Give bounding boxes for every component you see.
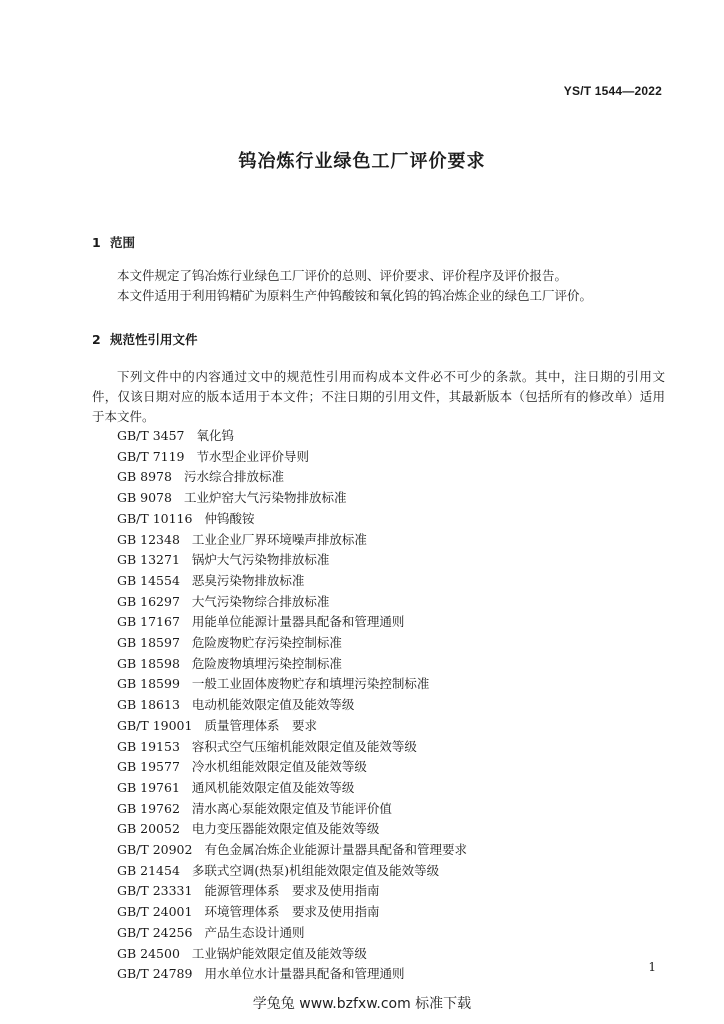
reference-item [117, 861, 467, 882]
section-2-body [92, 367, 665, 427]
reference-item [117, 737, 467, 758]
reference-title: 恶臭污染物排放标准 [191, 572, 305, 588]
reference-code: GB 21454 [117, 862, 180, 878]
reference-item [117, 923, 467, 944]
reference-title: 电动机能效限定值及能效等级 [191, 697, 355, 713]
reference-code: GB/T 7119 [117, 448, 185, 464]
reference-code: GB 19762 [117, 800, 180, 816]
reference-item [117, 633, 467, 654]
reference-title: 用水单位水计量器具配备和管理通则 [204, 966, 405, 982]
reference-item [117, 612, 467, 633]
reference-code: GB 14554 [117, 572, 180, 588]
reference-title: 电力变压器能效限定值及能效等级 [191, 821, 380, 837]
reference-code: GB 20052 [117, 821, 180, 837]
reference-item [117, 550, 467, 571]
reference-item [117, 426, 467, 447]
reference-code: GB 18597 [117, 635, 180, 651]
reference-item [117, 654, 467, 675]
reference-code: GB 18613 [117, 697, 180, 713]
section-1-heading [92, 233, 135, 251]
reference-code: GB 18598 [117, 655, 180, 671]
reference-item [117, 964, 467, 985]
reference-code: GB/T 19001 [117, 717, 193, 733]
reference-item [117, 819, 467, 840]
reference-item [117, 571, 467, 592]
reference-code: GB 13271 [117, 552, 180, 568]
reference-item [117, 592, 467, 613]
page-number: 1 [648, 960, 656, 974]
reference-title: 工业炉窑大气污染物排放标准 [183, 490, 347, 506]
reference-code: GB 19761 [117, 779, 180, 795]
reference-code: GB/T 24789 [117, 966, 193, 982]
reference-code: GB 9078 [117, 490, 172, 506]
reference-code: GB/T 3457 [117, 428, 185, 443]
reference-item [117, 799, 467, 820]
reference-title: 氧化钨 [196, 428, 235, 443]
section-1-body [92, 266, 665, 306]
reference-title: 大气污染物综合排放标准 [191, 593, 330, 609]
section-2-heading [92, 330, 198, 348]
reference-item [117, 881, 467, 902]
document-title: 钨冶炼行业绿色工厂评价要求 [238, 151, 486, 172]
reference-code: GB 8978 [117, 469, 172, 485]
reference-title: 危险废物贮存污染控制标准 [191, 635, 342, 651]
reference-item [117, 778, 467, 799]
reference-list [117, 426, 467, 985]
reference-item [117, 467, 467, 488]
reference-title: 一般工业固体废物贮存和填埋污染控制标准 [191, 676, 430, 692]
reference-title: 多联式空调(热泵)机组能效限定值及能效等级 [191, 862, 440, 878]
paragraph: 下列文件中的内容通过文中的规范性引用而构成本文件必不可少的条款。其中，注日期的引用文件，仅该日期对应的版本适用于本文件；不注日期的引用文件，其最新版本（包括所有的修改单）适用于本文件。 [92, 369, 665, 424]
reference-code: GB/T 24001 [117, 904, 193, 920]
reference-item [117, 695, 467, 716]
section-title: 规范性引用文件 [110, 332, 198, 347]
reference-item [117, 944, 467, 965]
reference-code: GB 17167 [117, 614, 180, 630]
reference-title: 能源管理体系 要求及使用指南 [204, 883, 380, 899]
reference-item [117, 530, 467, 551]
reference-title: 用能单位能源计量器具配备和管理通则 [191, 614, 405, 630]
reference-code: GB 19153 [117, 738, 180, 754]
section-title: 范围 [110, 235, 136, 250]
reference-title: 有色金属冶炼企业能源计量器具配备和管理要求 [204, 842, 467, 858]
reference-item [117, 716, 467, 737]
reference-title: 工业锅炉能效限定值及能效等级 [191, 945, 367, 961]
reference-title: 工业企业厂界环境噪声排放标准 [191, 531, 367, 547]
reference-code: GB/T 24256 [117, 924, 193, 940]
reference-item [117, 757, 467, 778]
reference-title: 容积式空气压缩机能效限定值及能效等级 [191, 738, 417, 754]
reference-item [117, 447, 467, 468]
reference-code: GB/T 10116 [117, 510, 193, 526]
paragraph: 本文件适用于利用钨精矿为原料生产仲钨酸铵和氧化钨的钨冶炼企业的绿色工厂评价。 [117, 288, 593, 303]
reference-code: GB/T 20902 [117, 842, 193, 858]
reference-title: 锅炉大气污染物排放标准 [191, 552, 330, 568]
reference-item [117, 674, 467, 695]
reference-code: GB/T 23331 [117, 883, 193, 899]
reference-title: 污水综合排放标准 [183, 469, 284, 485]
reference-title: 产品生态设计通则 [204, 924, 305, 940]
reference-item [117, 840, 467, 861]
standard-code: YS/T 1544—2022 [563, 84, 662, 98]
section-number: 2 [92, 332, 101, 347]
paragraph: 本文件规定了钨冶炼行业绿色工厂评价的总则、评价要求、评价程序及评价报告。 [117, 268, 568, 283]
reference-code: GB 24500 [117, 945, 180, 961]
reference-item [117, 488, 467, 509]
reference-code: GB 16297 [117, 593, 180, 609]
reference-title: 清水离心泵能效限定值及节能评价值 [191, 800, 392, 816]
reference-code: GB 12348 [117, 531, 180, 547]
reference-title: 危险废物填埋污染控制标准 [191, 655, 342, 671]
reference-title: 通风机能效限定值及能效等级 [191, 779, 355, 795]
reference-title: 仲钨酸铵 [204, 510, 255, 526]
watermark: 学兔兔 www.bzfxw.com 标准下载 [252, 996, 472, 1012]
section-number: 1 [92, 235, 101, 250]
reference-code: GB 18599 [117, 676, 180, 692]
reference-title: 环境管理体系 要求及使用指南 [204, 904, 380, 920]
reference-title: 冷水机组能效限定值及能效等级 [191, 759, 367, 775]
reference-code: GB 19577 [117, 759, 180, 775]
reference-title: 节水型企业评价导则 [196, 448, 310, 464]
reference-title: 质量管理体系 要求 [204, 717, 317, 733]
reference-item [117, 509, 467, 530]
reference-item [117, 902, 467, 923]
